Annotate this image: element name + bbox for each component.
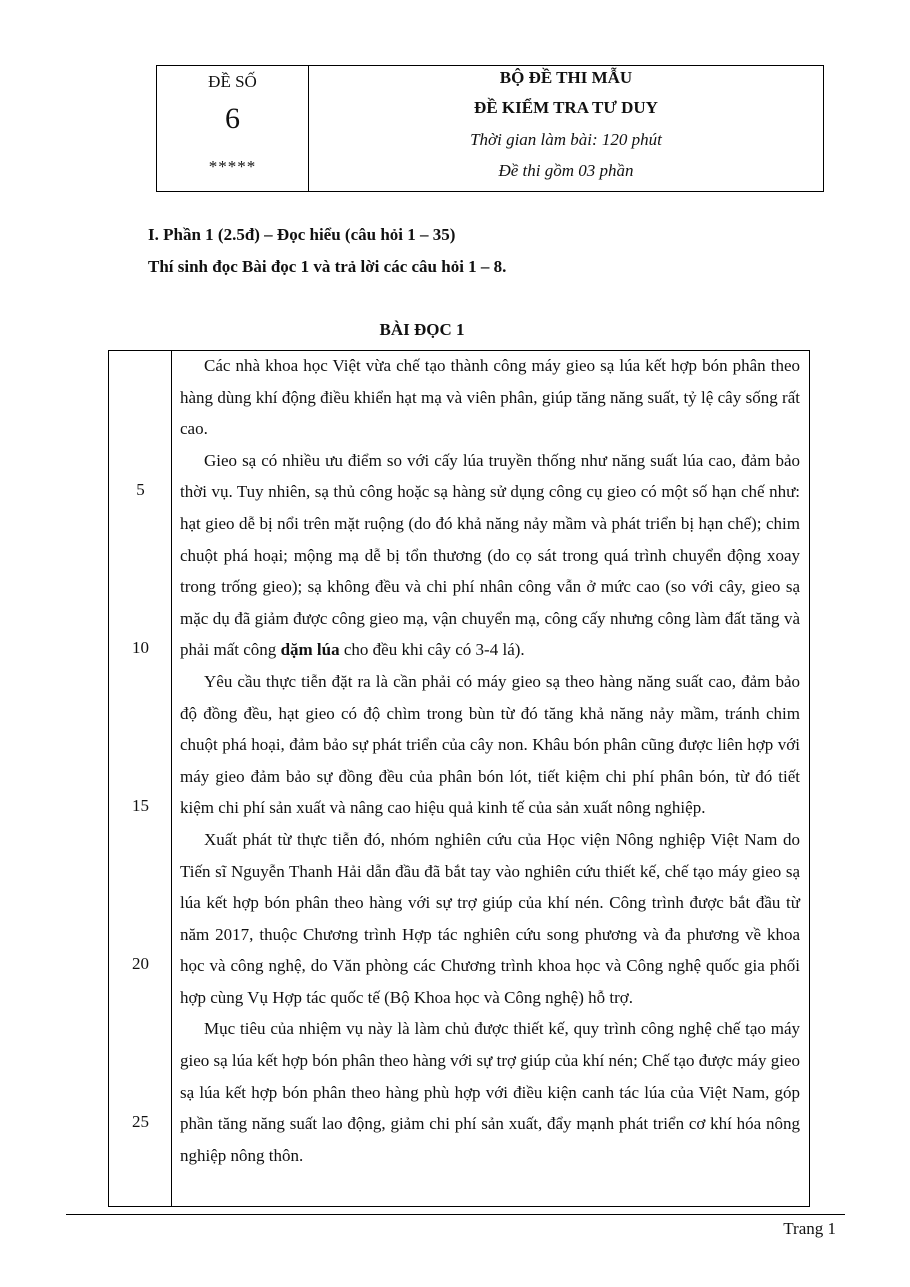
line-number: 10 <box>132 638 149 657</box>
passage-box <box>108 350 810 1207</box>
exam-time: Thời gian làm bài: 120 phút <box>470 130 662 149</box>
paragraph-text: Gieo sạ có nhiều ưu điểm so với cấy lúa truyền thống như năng suất lúa cao, đảm bảo thời vụ. Tuy nhiên, sạ thủ công hoặc sạ hàng sử dụng công cụ gieo có một số hạn chế như: hạt gieo dễ bị nổi trên mặt ruộng (do đó khả năng nảy mầm và phát triển bị hạn chế); chim chuột phá hoại; mộng mạ dễ bị tổn thương (do cọ sát trong quá trình chuyển động xoay trong trống gieo); sạ không đều và chi phí nhân công vẫn ở mức cao (so với cây, gieo sạ mặc dụ đã giảm được công gieo mạ, vận chuyển mạ, công cấy nhưng công làm đất tăng và phải mất công <box>180 450 800 660</box>
line-number: 25 <box>132 1112 149 1131</box>
exam-number: 6 <box>225 102 240 135</box>
passage-paragraph: Mục tiêu của nhiệm vụ này là làm chủ được thiết kế, quy trình công nghệ chế tạo máy gieo sạ lúa kết hợp bón phân theo hàng với sự trợ giúp của khí nén; Chế tạo được máy gieo sạ lúa kết hợp bón phân theo hàng phù hợp với điều kiện canh tác lúa của Việt Nam, góp phần tăng năng suất lao động, giảm chi phí sản xuất, đẩy mạnh phát triển cơ khí hóa nông nghiệp nông thôn. <box>180 1019 800 1165</box>
passage-paragraph <box>180 445 800 666</box>
line-number: 5 <box>136 480 145 499</box>
passage-text <box>180 350 800 1171</box>
passage-paragraph: Xuất phát từ thực tiễn đó, nhóm nghiên cứu của Học viện Nông nghiệp Việt Nam do Tiến sĩ Nguyễn Thanh Hải dẫn đầu đã bắt tay vào nghiên cứu thiết kế, chế tạo máy gieo sạ lúa kết hợp bón phân theo hàng với sự trợ giúp của khí nén. Công trình được bắt đầu từ năm 2017, thuộc Chương trình Hợp tác nghiên cứu song phương và đa phương về khoa học và công nghệ, do Văn phòng các Chương trình khoa học và Công nghệ quốc gia phối hợp cùng Vụ Hợp tác quốc tế (Bộ Khoa học và Công nghệ) hỗ trợ. <box>180 829 800 1007</box>
section-title: I. Phần 1 (2.5đ) – Đọc hiểu (câu hỏi 1 – 35) <box>148 225 456 244</box>
exam-subtitle: ĐỀ KIỂM TRA TƯ DUY <box>474 98 658 117</box>
line-number: 15 <box>132 796 149 815</box>
passage-title: BÀI ĐỌC 1 <box>379 320 465 339</box>
passage-paragraph: Yêu cầu thực tiễn đặt ra là cần phải có máy gieo sạ theo hàng năng suất cao, đảm bảo độ đồng đều, hạt gieo có độ chìm trong bùn từ đó tăng khả năng nảy mầm, tránh chim chuột phá hoại, đảm bảo sự phát triển của cây non. Khâu bón phân cũng được liên hợp với máy gieo đảm bảo sự đồng đều của phân bón lót, tiết kiệm chi phí phân bón, từ đó tiết kiệm chi phí sản xuất và nâng cao hiệu quả kinh tế của sản xuất nông nghiệp. <box>180 671 800 818</box>
paragraph-text: cho đều khi cây có 3-4 lá). <box>339 640 525 660</box>
exam-stars: ***** <box>208 157 257 176</box>
line-number-column <box>109 351 172 1206</box>
line-number: 20 <box>132 954 149 973</box>
exam-title: BỘ ĐỀ THI MẪU <box>499 68 633 87</box>
page-number: Trang 1 <box>783 1219 836 1238</box>
exam-number-cell <box>157 66 309 191</box>
exam-header-box <box>156 65 824 192</box>
bold-term: dặm lúa <box>280 640 340 660</box>
exam-label: ĐỀ SỐ <box>208 72 257 91</box>
passage-paragraph: Các nhà khoa học Việt vừa chế tạo thành công máy gieo sạ lúa kết hợp bón phân theo hàng dùng khí động điều khiển hạt mạ và viên phân, giúp tăng năng suất, tỷ lệ cây sống rất cao. <box>180 356 800 439</box>
section-instruction: Thí sinh đọc Bài đọc 1 và trả lời các câu hỏi 1 – 8. <box>148 257 507 276</box>
footer-divider <box>66 1214 845 1215</box>
exam-title-cell <box>309 66 823 191</box>
exam-parts: Đề thi gồm 03 phần <box>498 161 634 180</box>
